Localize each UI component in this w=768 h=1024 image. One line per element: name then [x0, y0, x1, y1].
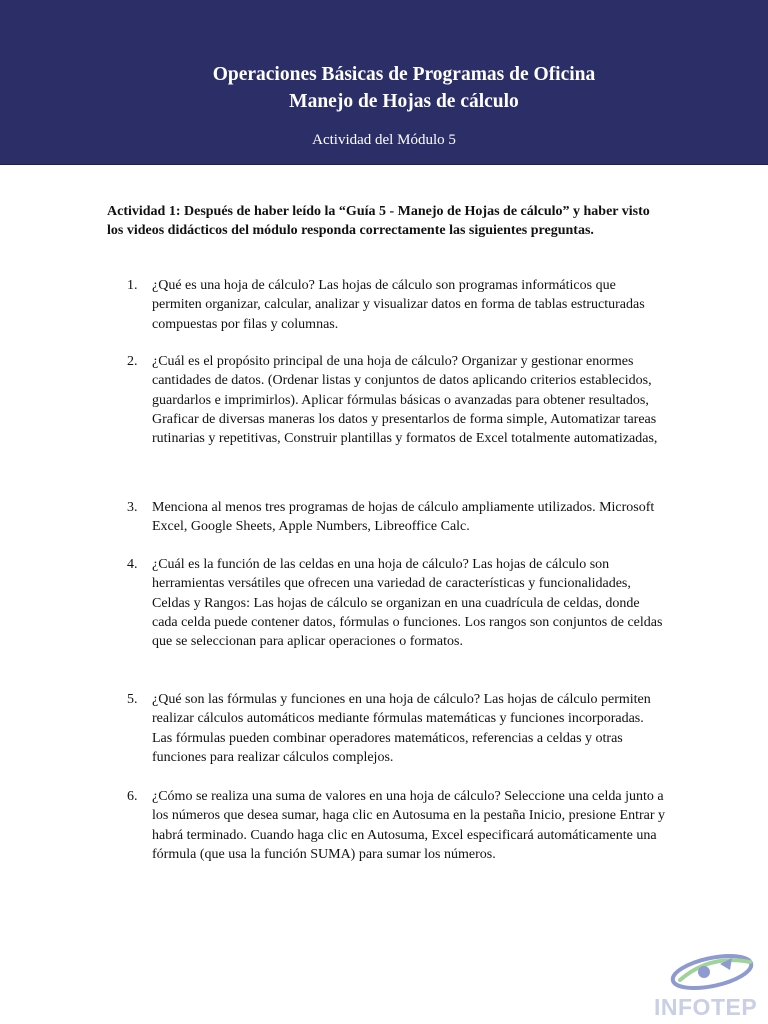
question-text: ¿Cuál es el propósito principal de una hoja de cálculo? Organizar y gestionar enormes cantidades de datos. (Ordenar listas y conjuntos de datos aplicando criterios establecidos, guardarlos e imprimirlos). Aplicar fórmulas básicas o avanzadas para obtener resultados, Graficar de diversas maneras los datos y presentarlos de forma simple, Automatizar tareas rutinarias y repetitivas, Construir plantillas y formatos de Excel totalmente automatizadas, [152, 354, 658, 447]
question-item [107, 787, 667, 864]
question-item [107, 352, 667, 448]
infotep-logo-text: INFOTEP [654, 994, 758, 1020]
question-item [107, 690, 667, 767]
document-title-line-1: Operaciones Básicas de Programas de Oficina [212, 64, 596, 85]
question-text: Menciona al menos tres programas de hojas de cálculo ampliamente utilizados. Microsoft Excel, Google Sheets, Apple Numbers, Libreoffice Calc. [152, 500, 655, 535]
question-number: 6. [127, 789, 138, 804]
question-item [107, 555, 667, 651]
document-subtitle-text: Actividad del Módulo 5 [312, 132, 456, 148]
question-item [107, 498, 667, 537]
question-number: 4. [127, 557, 138, 572]
question-text: ¿Qué son las fórmulas y funciones en una hoja de cálculo? Las hojas de cálculo permiten realizar cálculos automáticos mediante fórmulas matemáticas y funciones incorporadas. Las fórmulas pueden combinar operadores matemáticos, referencias a celdas y otras funciones para realizar cálculos complejos. [152, 692, 651, 765]
activity-instructions: Actividad 1: Después de haber leído la “Guía 5 - Manejo de Hojas de cálculo” y haber visto los videos didácticos del módulo responda correctamente las siguientes preguntas. [107, 204, 650, 238]
header-banner [0, 0, 768, 165]
question-number: 5. [127, 692, 138, 707]
logo-ring-blue [670, 950, 754, 994]
document-title-line-2: Manejo de Hojas de cálculo [289, 91, 519, 112]
question-text: ¿Cómo se realiza una suma de valores en una hoja de cálculo? Seleccione una celda junto a los números que desea sumar, haga clic en Autosuma en la pestaña Inicio, presione Entrar y habrá terminado. Cuando haga clic en Autosuma, Excel especificará automáticamente una fórmula (que usa la función SUMA) para sumar los números. [152, 789, 665, 862]
question-number: 1. [127, 278, 138, 293]
question-item [107, 276, 667, 334]
document-subtitle [0, 130, 768, 150]
logo-globe [698, 966, 710, 978]
question-text: ¿Qué es una hoja de cálculo? Las hojas de cálculo son programas informáticos que permiten organizar, calcular, analizar y visualizar datos en forma de tablas estructuradas compuestas por filas y columnas. [152, 278, 645, 332]
question-number: 2. [127, 354, 138, 369]
question-number: 3. [127, 500, 138, 515]
question-text: ¿Cuál es la función de las celdas en una hoja de cálculo? Las hojas de cálculo son herramientas versátiles que ofrecen una variedad de características y funcionalidades, Celdas y Rangos: Las hojas de cálculo se organizan en una cuadrícula de celdas, donde cada celda puede contener datos, fórmulas o funciones. Los rangos son conjuntos de celdas que se seleccionan para aplicar operaciones o formatos. [152, 557, 663, 650]
